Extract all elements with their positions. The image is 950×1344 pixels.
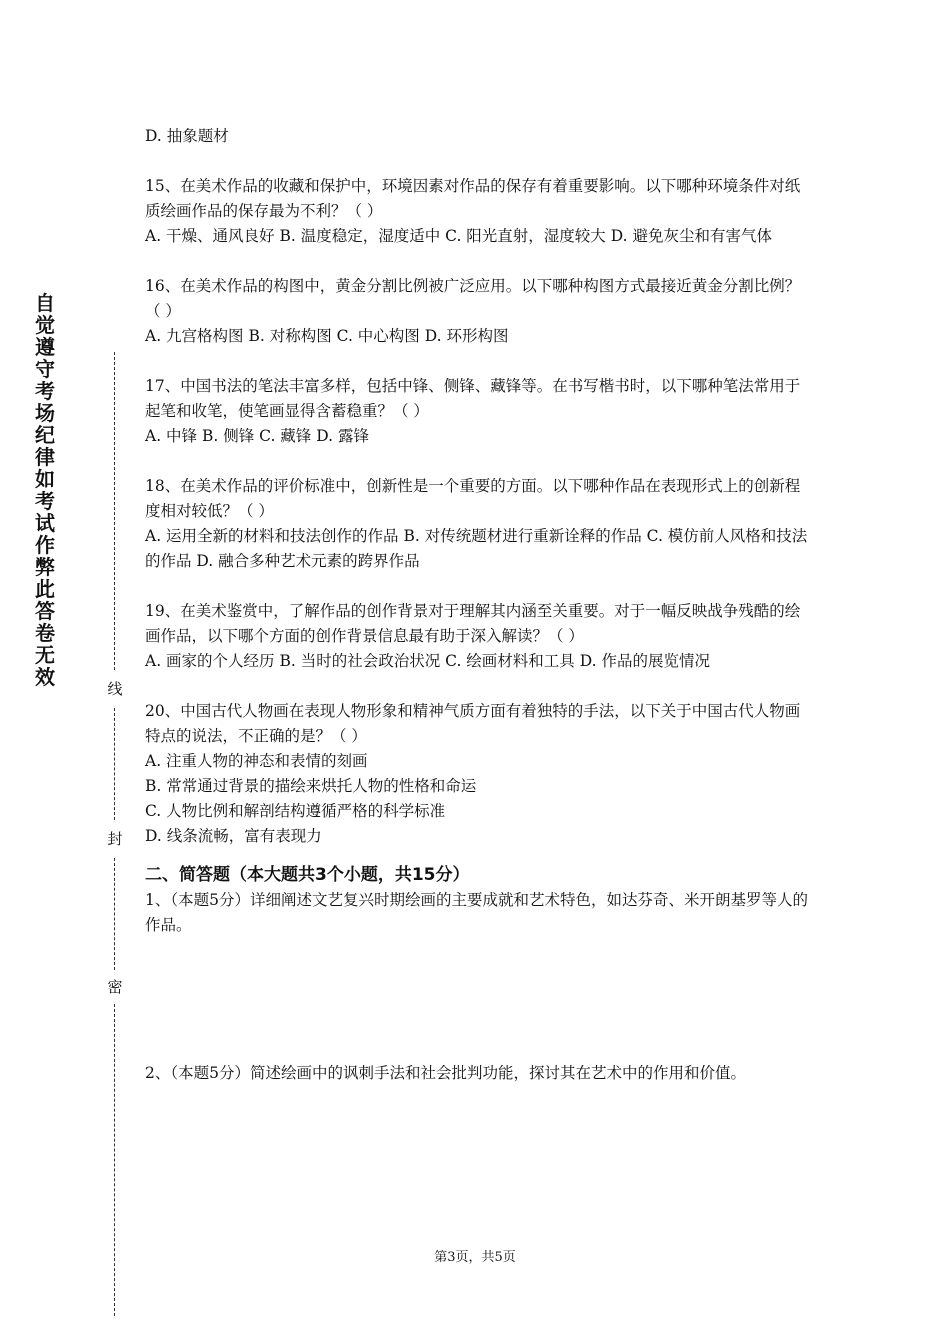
question-options: A. 运用全新的材料和技法创作的作品 B. 对传统题材进行重新诠释的作品 C. 模仿前人风格和技法的作品 D. 融合多种艺术元素的跨界作品	[145, 527, 808, 570]
question-option-a: A. 注重人物的神态和表情的刻画	[145, 752, 368, 770]
question-15	[145, 174, 815, 249]
seal-line-segment	[114, 1004, 115, 1316]
question-option-c: C. 人物比例和解剖结构遵循严格的科学标准	[145, 802, 446, 820]
seal-line-segment	[114, 858, 115, 970]
question-18	[145, 474, 815, 574]
question-option-d: D. 线条流畅，富有表现力	[145, 827, 322, 845]
seal-char-feng: 封	[104, 830, 126, 848]
question-20	[145, 699, 815, 849]
question-options: A. 干燥、通风良好 B. 温度稳定，湿度适中 C. 阳光直射，湿度较大 D. 避免灰尘和有害气体	[145, 227, 772, 245]
seal-line-segment	[114, 708, 115, 820]
essay-question-2	[145, 1061, 815, 1086]
question-16	[145, 274, 815, 349]
question-option-b: B. 常常通过背景的描绘来烘托人物的性格和命运	[145, 777, 477, 795]
section-title-short-answer: 二、简答题（本大题共3个小题，共15分）	[145, 865, 470, 885]
question-stem: 19、在美术鉴赏中，了解作品的创作背景对于理解其内涵至关重要。对于一幅反映战争残酷的绘画作品，以下哪个方面的创作背景信息最有助于深入解读？（ ）	[145, 602, 801, 645]
question-stem: 16、在美术作品的构图中，黄金分割比例被广泛应用。以下哪种构图方式最接近黄金分割比例？（ ）	[145, 277, 801, 320]
page-footer: 第3页，共5页	[434, 1250, 516, 1265]
question-options: A. 九宫格构图 B. 对称构图 C. 中心构图 D. 环形构图	[145, 327, 509, 345]
question-option: D. 抽象题材	[145, 127, 229, 145]
question-options: A. 画家的个人经历 B. 当时的社会政治状况 C. 绘画材料和工具 D. 作品的展览情况	[145, 652, 710, 670]
question-stem: 17、中国书法的笔法丰富多样，包括中锋、侧锋、藏锋等。在书写楷书时，以下哪种笔法常用于起笔和收笔，使笔画显得含蓄稳重？（ ）	[145, 377, 801, 420]
seal-char-xian: 线	[104, 680, 126, 698]
essay-question-text: 1、（本题5分）详细阐述文艺复兴时期绘画的主要成就和艺术特色，如达芬奇、米开朗基罗等人的作品。	[145, 891, 808, 934]
seal-char-mi: 密	[104, 978, 126, 996]
question-options: A. 中锋 B. 侧锋 C. 藏锋 D. 露锋	[145, 427, 369, 445]
question-stem: 20、中国古代人物画在表现人物形象和精神气质方面有着独特的手法，以下关于中国古代人物画特点的说法，不正确的是？（ ）	[145, 702, 801, 745]
question-stem: 18、在美术作品的评价标准中，创新性是一个重要的方面。以下哪种作品在表现形式上的创新程度相对较低？（ ）	[145, 477, 801, 520]
essay-question-1	[145, 888, 815, 1061]
question-stem: 15、在美术作品的收藏和保护中，环境因素对作品的保存有着重要影响。以下哪种环境条件对纸质绘画作品的保存最为不利？（ ）	[145, 177, 801, 220]
question-19	[145, 599, 815, 674]
essay-question-text: 2、（本题5分）简述绘画中的讽刺手法和社会批判功能，探讨其在艺术中的作用和价值。	[145, 1064, 746, 1082]
exam-discipline-notice: 自觉遵守考场纪律如考试作弊此答卷无效	[35, 291, 55, 689]
question-17	[145, 374, 815, 449]
seal-line-segment	[114, 352, 115, 670]
exam-content	[145, 124, 815, 1086]
question-14-tail	[145, 124, 815, 149]
